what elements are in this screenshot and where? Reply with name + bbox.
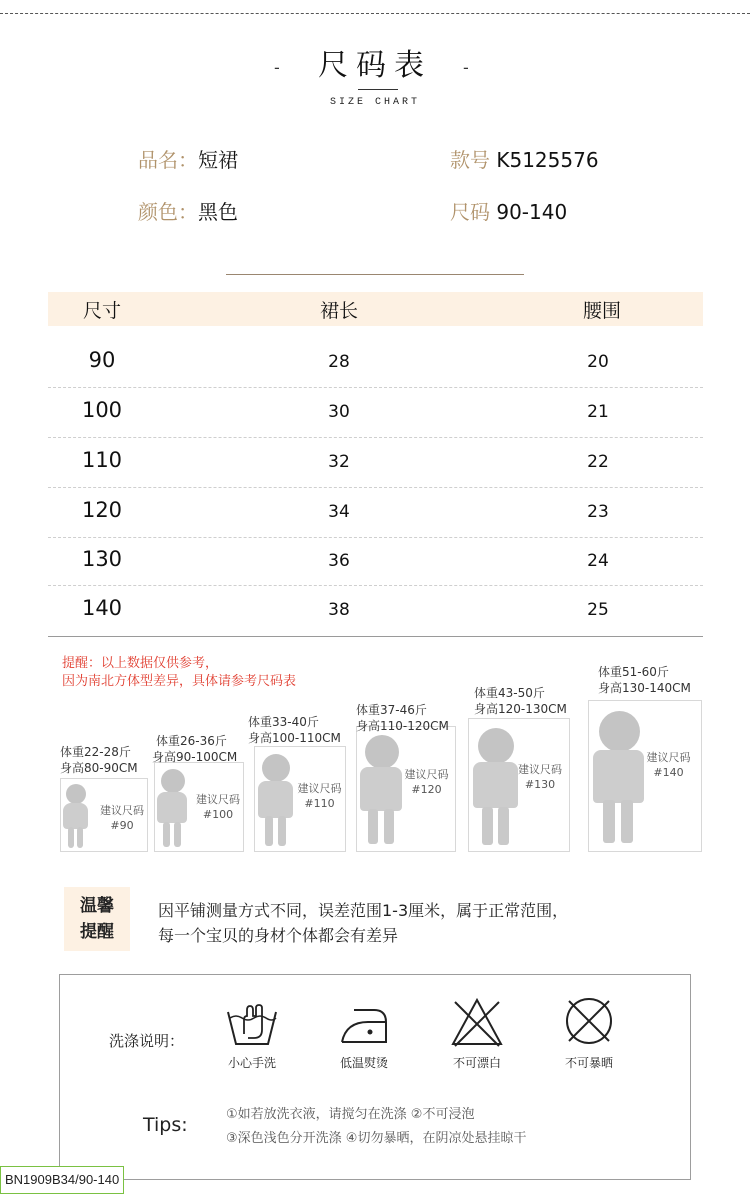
suggested-size-title: 建议尺码 — [297, 782, 342, 795]
care-label-no-tumble-dry: 不可暴晒 — [564, 1056, 613, 1070]
product-name — [138, 144, 238, 173]
size-guide-measure — [474, 685, 567, 717]
waist-cell: 21 — [587, 402, 609, 422]
hand-wash-icon — [224, 1000, 280, 1048]
suggested-size-code: #100 — [202, 808, 234, 821]
product-name-value: 短裙 — [198, 148, 238, 172]
warm-tip-text-1: 因平铺测量方式不同，误差范围1-3厘米，属于正常范围， — [158, 901, 569, 920]
height-range: 身高90-100CM — [152, 750, 238, 764]
suggested-size-code: #120 — [411, 783, 442, 796]
warm-tip-label-1: 温馨 — [80, 896, 114, 916]
height-range: 身高120-130CM — [474, 702, 567, 716]
product-size-label: 尺码 — [450, 200, 490, 224]
care-label-no-bleach: 不可漂白 — [452, 1056, 501, 1070]
size-cell: 130 — [81, 547, 123, 571]
no-tumble-dry-icon — [561, 994, 617, 1048]
size-guide-measure — [356, 702, 449, 734]
weight-range: 体重26-36斤 — [156, 734, 227, 748]
suggested-size-label — [512, 762, 568, 792]
size-cell: 120 — [81, 498, 123, 522]
height-range: 身高130-140CM — [598, 681, 691, 695]
table-row-divider — [48, 537, 703, 538]
length-cell: 28 — [328, 352, 350, 372]
table-bottom-line — [48, 636, 703, 637]
top-dashed-divider — [0, 13, 750, 14]
weight-range: 体重33-40斤 — [248, 715, 319, 729]
size-guide-card — [588, 700, 702, 852]
care-item-hand-wash — [207, 1000, 297, 1071]
size-cell: 100 — [81, 398, 123, 422]
no-bleach-icon — [449, 996, 505, 1048]
page-subtitle: SIZE CHART — [329, 97, 420, 108]
weight-range: 体重22-28斤 — [60, 745, 131, 759]
care-label-low-iron: 低温熨烫 — [339, 1056, 388, 1070]
warm-tip-text — [158, 898, 568, 948]
table-row-divider — [48, 437, 703, 438]
title-dash-right: - — [463, 58, 469, 77]
reminder-note — [62, 655, 296, 691]
waist-cell: 23 — [587, 502, 609, 522]
page-title: 尺码表 — [318, 48, 432, 83]
waist-cell: 22 — [587, 452, 609, 472]
height-range: 身高110-120CM — [356, 719, 449, 733]
product-color-value: 黑色 — [198, 200, 238, 224]
length-cell: 36 — [328, 551, 350, 571]
size-guide-card — [154, 762, 244, 852]
length-cell: 30 — [328, 402, 350, 422]
suggested-size-label — [294, 781, 345, 811]
size-guide-measure — [152, 733, 238, 765]
size-guide-measure — [598, 664, 691, 696]
weight-range: 体重51-60斤 — [598, 665, 669, 679]
care-title: 洗涤说明： — [109, 1032, 185, 1050]
title-dash-left: - — [274, 58, 280, 77]
length-cell: 32 — [328, 452, 350, 472]
height-range: 身高80-90CM — [60, 761, 138, 775]
waist-cell: 20 — [587, 352, 609, 372]
suggested-size-code: #90 — [110, 819, 134, 832]
weight-range: 体重37-46斤 — [356, 703, 427, 717]
product-code-tag: BN1909B34/90-140 — [0, 1166, 124, 1194]
suggested-size-label — [399, 767, 454, 797]
size-guide-card — [468, 718, 570, 852]
size-guide-card — [60, 778, 148, 852]
waist-cell: 24 — [587, 551, 609, 571]
warm-tip-text-2: 每一个宝贝的身材个体都会有差异 — [158, 926, 399, 945]
suggested-size-title: 建议尺码 — [100, 804, 144, 817]
size-guide-measure — [60, 744, 138, 776]
tips-line-1: ①如若放洗衣液，请搅匀在洗涤 ②不可浸泡 — [226, 1107, 475, 1122]
table-row-divider — [48, 387, 703, 388]
waist-cell: 25 — [587, 600, 609, 620]
reminder-line-1: 提醒：以上数据仅供参考， — [62, 656, 219, 671]
suggested-size-code: #140 — [653, 766, 684, 779]
product-color — [138, 196, 238, 225]
product-color-label: 颜色： — [138, 200, 198, 224]
suggested-size-title: 建议尺码 — [404, 768, 449, 781]
title-underline — [358, 89, 398, 90]
size-cell: 110 — [81, 448, 123, 472]
size-guide-card — [356, 726, 456, 852]
table-row-divider — [48, 487, 703, 488]
title-block — [0, 40, 750, 84]
product-model-label: 款号 — [450, 148, 490, 172]
product-size-value: 90-140 — [496, 200, 568, 224]
table-header-waist: 腰围 — [582, 300, 621, 322]
size-guide-measure — [248, 714, 341, 746]
size-guide-card — [254, 746, 346, 852]
low-iron-icon — [336, 1000, 392, 1048]
table-header-length: 裙长 — [319, 300, 358, 322]
suggested-size-title: 建议尺码 — [646, 751, 691, 764]
care-label-hand-wash: 小心手洗 — [227, 1056, 276, 1070]
reminder-line-2: 因为南北方体型差异，具体请参考尺码表 — [62, 674, 297, 689]
tips-title: Tips: — [143, 1114, 188, 1136]
length-cell: 34 — [328, 502, 350, 522]
suggested-size-title: 建议尺码 — [196, 793, 240, 806]
suggested-size-label — [637, 750, 700, 780]
product-model — [450, 144, 599, 173]
warm-tip-label-2: 提醒 — [80, 922, 114, 942]
suggested-size-title: 建议尺码 — [518, 763, 562, 776]
tips-line-2: ③深色浅色分开洗涤 ④切勿暴晒，在阴凉处悬挂晾干 — [226, 1131, 527, 1146]
weight-range: 体重43-50斤 — [474, 686, 545, 700]
table-row-divider — [48, 585, 703, 586]
table-header-size: 尺寸 — [82, 300, 121, 322]
product-name-label: 品名： — [138, 148, 198, 172]
product-model-value: K5125576 — [496, 148, 599, 172]
size-cell: 90 — [88, 348, 116, 372]
size-cell: 140 — [81, 596, 123, 620]
care-item-no-tumble-dry — [544, 994, 634, 1071]
height-range: 身高100-110CM — [248, 731, 341, 745]
care-item-low-iron — [319, 1000, 409, 1071]
warm-tip-badge — [64, 887, 130, 951]
suggested-size-label — [98, 803, 146, 833]
product-size-range — [450, 196, 567, 225]
care-item-no-bleach — [432, 996, 522, 1071]
info-divider — [226, 274, 524, 275]
length-cell: 38 — [328, 600, 350, 620]
suggested-size-code: #130 — [524, 778, 556, 791]
suggested-size-code: #110 — [304, 797, 335, 810]
suggested-size-label — [193, 792, 243, 822]
